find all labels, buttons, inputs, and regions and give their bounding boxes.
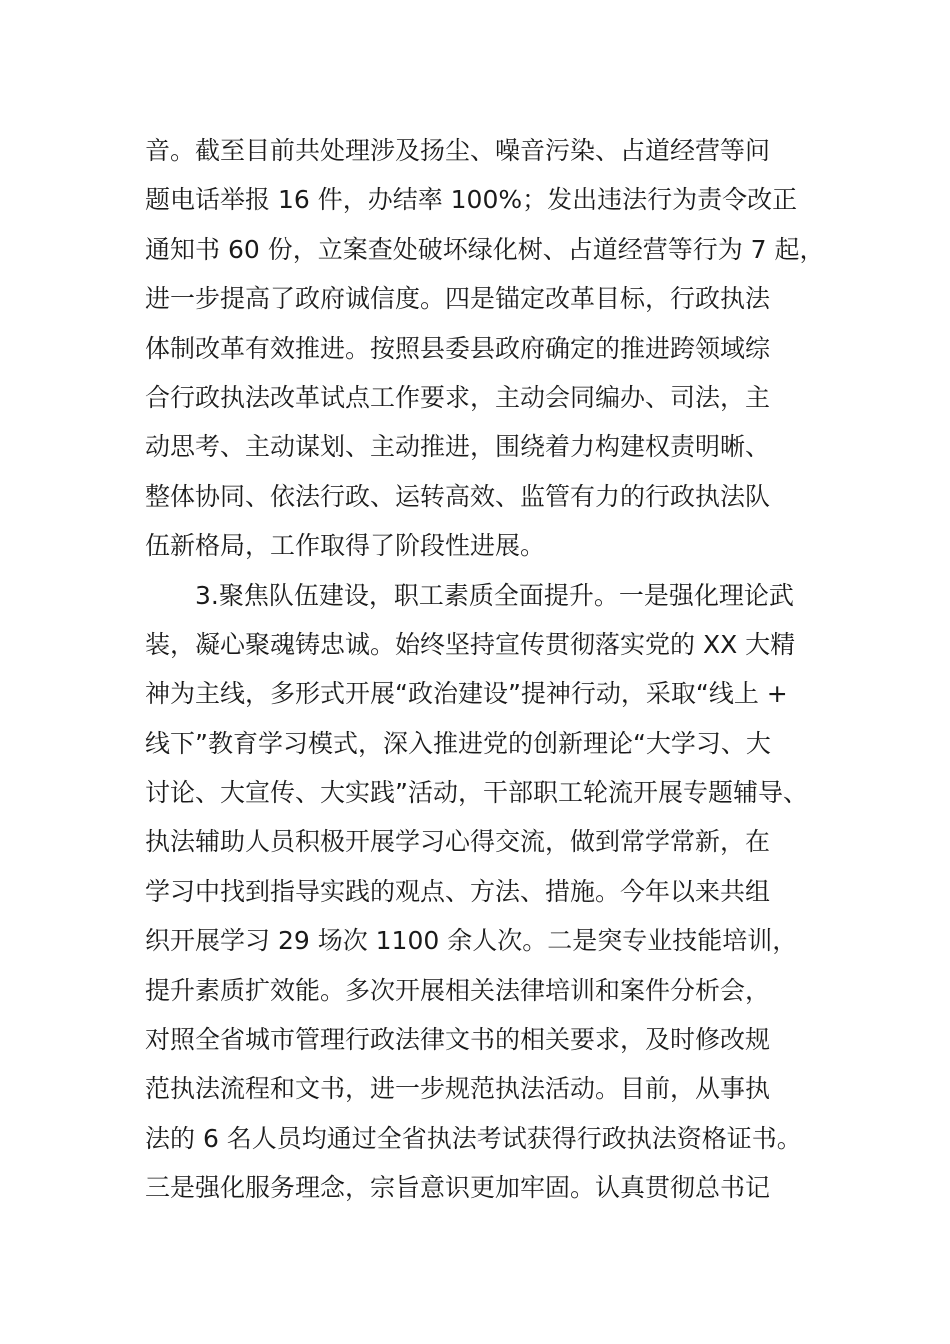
text-line: 法的 6 名人员均通过全省执法考试获得行政执法资格证书。 [145, 1123, 802, 1153]
text-line: 体制改革有效推进。按照县委县政府确定的推进跨领域综 [145, 333, 771, 363]
text-line: 通知书 60 份，立案查处破坏绿化树、占道经营等行为 7 起， [145, 234, 825, 264]
text-line: 题电话举报 16 件，办结率 100%；发出违法行为责令改正 [145, 185, 798, 215]
text-line: 整体协同、依法行政、运转高效、监管有力的行政执法队 [145, 481, 771, 511]
text-line: 范执法流程和文书，进一步规范执法活动。目前，从事执 [145, 1074, 771, 1104]
text-line: 音。截至目前共处理涉及扬尘、噪音污染、占道经营等问 [145, 136, 771, 165]
text-line: 伍新格局，工作取得了阶段性进展。 [145, 531, 546, 561]
text-line: 神为主线，多形式开展“政治建设”提神行动，采取“线上 + [145, 679, 788, 709]
text-line: 对照全省城市管理行政法律文书的相关要求，及时修改规 [145, 1025, 771, 1055]
text-line: 动思考、主动谋划、主动推进，围绕着力构建权责明晰、 [145, 432, 771, 462]
text-line: 三是强化服务理念，宗旨意识更加牢固。认真贯彻总书记 [145, 1173, 771, 1203]
text-line: 合行政执法改革试点工作要求，主动会同编办、司法，主 [145, 382, 771, 412]
text-line: 装，凝心聚魂铸忠诚。始终坚持宣传贯彻落实党的 XX 大精 [145, 629, 796, 659]
text-line: 进一步提高了政府诚信度。四是锚定改革目标，行政执法 [145, 284, 771, 314]
text-line: 提升素质扩效能。多次开展相关法律培训和案件分析会， [145, 975, 771, 1005]
body-text [145, 126, 845, 1213]
section-heading-line: 3.聚焦队伍建设，职工素质全面提升。一是强化理论武 [195, 580, 794, 610]
text-line: 学习中找到指导实践的观点、方法、措施。今年以来共组 [145, 876, 771, 906]
text-line: 讨论、大宣传、大实践”活动，干部职工轮流开展专题辅导、 [145, 778, 808, 808]
text-line: 织开展学习 29 场次 1100 余人次。二是突专业技能培训， [145, 926, 798, 956]
text-line: 执法辅助人员积极开展学习心得交流，做到常学常新，在 [145, 827, 771, 857]
text-line: 线下”教育学习模式，深入推进党的创新理论“大学习、大 [145, 728, 771, 758]
